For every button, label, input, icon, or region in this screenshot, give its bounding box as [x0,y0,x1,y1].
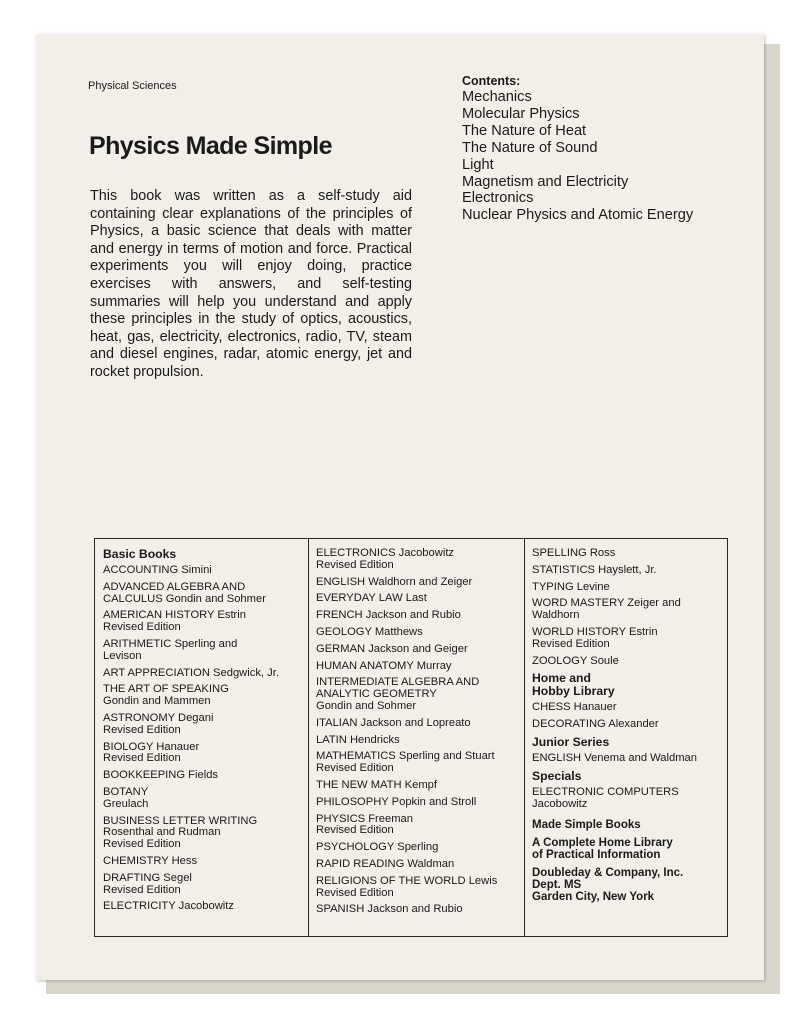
book-entry-line: INTERMEDIATE ALGEBRA AND [316,676,480,689]
publisher-line: Dept. MS [532,879,582,892]
book-entry [103,901,308,913]
book-entry-line: Revised Edition [316,824,394,837]
basic-books-heading: Basic Books [103,547,177,561]
book-entry-line: ACCOUNTING Simini [103,564,212,576]
book-entry [103,816,308,851]
book-entry-line: Revised Edition [316,558,394,571]
book-entry-line: ZOOLOGY Soule [532,654,619,667]
book-entry-line: THE NEW MATH Kempf [316,778,437,791]
book-entry [316,548,526,572]
home-hobby-list [532,702,724,731]
book-entry-line: Gondin and Sohmer [316,699,417,712]
contents-item: Mechanics [462,89,532,105]
book-entry [316,842,526,854]
book-entry-line: Rosenthal and Rudman [103,826,221,839]
book-entry-line: PHILOSOPHY Popkin and Stroll [316,795,477,808]
book-entry-line: GERMAN Jackson and Geiger [316,642,468,655]
book-entry-line: ART APPRECIATION Sedgwick, Jr. [103,666,279,679]
book-entry-line: ELECTRONIC COMPUTERS [532,785,679,798]
contents-item: Nuclear Physics and Atomic Energy [462,207,694,224]
book-entry-line: Waldhorn [532,609,580,622]
book-entry [532,627,724,651]
book-entry [316,751,526,775]
category-label: Physical Sciences [88,80,177,92]
publisher-line: Made Simple Books [532,819,641,832]
book-entry [532,656,724,668]
catalog-column-1 [103,548,308,918]
book-entry [103,770,308,782]
catalog-column-3 [532,548,724,909]
book-entry-line: BOOKKEEPING Fields [103,769,219,782]
book-entry-line: ELECTRONICS Jacobowitz [316,547,455,559]
book-entry [316,780,526,792]
book-entry-line: Revised Edition [316,762,394,775]
book-entry-line: BUSINESS LETTER WRITING [103,814,258,827]
book-entry [103,713,308,737]
book-entry-line: Gondin and Mammen [103,695,211,708]
contents-item: The Nature of Sound [462,139,598,156]
publisher-line-group [532,867,724,903]
book-entry [316,904,526,916]
publisher-line-group [532,819,724,831]
book-entry-line: SPANISH Jackson and Rubio [316,903,463,916]
contents-item: Magnetism and Electricity [462,173,629,190]
book-entry-line: ELECTRICITY Jacobowitz [103,900,234,913]
book-entry [316,661,526,673]
book-entry-line: STATISTICS Hayslett, Jr. [532,563,657,576]
specials-list [532,787,724,811]
book-entry [316,644,526,656]
book-entry [532,787,724,811]
book-entry [316,593,526,605]
book-entry-line: AMERICAN HISTORY Estrin [103,609,246,622]
book-entry-line: Revised Edition [103,621,181,634]
book-entry-line: RELIGIONS OF THE WORLD Lewis [316,874,498,887]
catalog-column-2 [316,548,526,921]
book-entry-line: CHEMISTRY Hess [103,854,198,867]
book-entry-line: Revised Edition [316,886,394,899]
contents-item: Molecular Physics [462,105,580,122]
book-entry-line: Revised Edition [532,637,610,650]
book-entry-line: Greulach [103,797,149,810]
publisher-line-group [532,837,724,861]
book-entry [103,668,308,680]
book-entry-line: PHYSICS Freeman [316,812,413,825]
book-entry-line: ADVANCED ALGEBRA AND [103,580,246,593]
book-entry [103,873,308,897]
book-entry [103,787,308,811]
book-entry [316,876,526,900]
junior-series-heading: Junior Series [532,734,610,749]
contents-item: Electronics [462,190,534,207]
book-entry [532,582,724,594]
book-entry-line: Revised Edition [103,838,181,851]
book-entry-line: Revised Edition [103,752,181,765]
book-entry [316,610,526,622]
publisher-line: Doubleday & Company, Inc. [532,867,684,880]
book-entry-line: ASTRONOMY Degani [103,711,214,724]
book-entry [316,814,526,838]
publisher-line: Garden City, New York [532,891,655,904]
heading-line: Home and [532,671,591,686]
publisher-block [532,819,724,903]
book-entry-line: Jacobowitz [532,797,588,810]
book-description: This book was written as a self-study aid containing clear explanations of the principles of Physics, a basic science that deals with matter and energy in terms of motion and force. Practical experiments you will enjoy doing, practice exercises with answers, and self-testing summaries will help you understand and apply these principles in the study of optics, acoustics, heat, gas, electricity, electronics, radio, TV, steam and diesel engines, radar, atomic energy, jet and rocket propulsion. [90,188,412,380]
book-list [103,565,308,913]
book-entry-line: FRENCH Jackson and Rubio [316,609,461,622]
book-entry: CHESS Hanauer [532,701,617,714]
book-list [532,548,724,667]
book-entry-line: CALCULUS Gondin and Sohmer [103,592,266,605]
book-entry-line: GEOLOGY Matthews [316,625,423,638]
book-entry-line: Revised Edition [103,883,181,896]
book-entry-line: BOTANY [103,785,149,798]
book-entry [103,742,308,766]
contents-heading: Contents: [462,74,521,88]
book-entry [316,718,526,730]
book-entry-line: RAPID READING Waldman [316,857,455,870]
book-entry-line: EVERYDAY LAW Last [316,592,427,605]
book-entry [103,565,308,577]
book-entry-line: WORLD HISTORY Estrin [532,625,658,638]
book-entry: DECORATING Alexander [532,718,659,731]
book-entry [316,577,526,589]
specials-heading: Specials [532,768,582,783]
column-divider [308,539,309,936]
book-list [316,548,526,916]
catalog-box [94,538,728,937]
heading-line: Hobby Library [532,684,615,699]
contents-item: Light [462,156,494,173]
book-entry [532,598,724,622]
book-entry-line: WORD MASTERY Zeiger and [532,597,681,610]
book-entry-line: BIOLOGY Hanauer [103,740,200,753]
contents-item: The Nature of Heat [462,122,587,139]
contents-list [462,74,693,224]
book-entry [103,684,308,708]
publisher-line: of Practical Information [532,849,661,862]
book-entry [103,856,308,868]
book-entry [103,610,308,634]
book-entry: ENGLISH Venema and Waldman [532,751,697,764]
contents-items [462,89,693,224]
book-entry [532,565,724,577]
book-entry [316,627,526,639]
book-entry-line: HUMAN ANATOMY Murray [316,659,452,672]
book-entry-line: Revised Edition [103,723,181,736]
book-entry-line: THE ART OF SPEAKING [103,683,229,696]
book-title: Physics Made Simple [89,132,332,160]
book-entry [316,735,526,747]
book-entry-line: DRAFTING Segel [103,871,192,884]
book-entry-line: ITALIAN Jackson and Lopreato [316,716,471,729]
book-entry [316,677,526,712]
book-entry [103,582,308,606]
publisher-line: A Complete Home Library [532,837,673,850]
book-entry-line: ANALYTIC GEOMETRY [316,688,437,701]
book-entry [103,639,308,663]
book-entry-line: TYPING Levine [532,580,610,593]
book-entry-line: SPELLING Ross [532,547,616,559]
junior-series-list [532,753,724,765]
book-entry-line: ARITHMETIC Sperling and [103,637,238,650]
book-entry-line: ENGLISH Waldhorn and Zeiger [316,575,473,588]
book-entry [316,859,526,871]
book-entry [532,548,724,560]
book-entry-line: LATIN Hendricks [316,733,400,746]
book-entry [316,797,526,809]
book-entry-line: MATHEMATICS Sperling and Stuart [316,750,495,763]
home-hobby-heading [532,672,724,698]
book-entry-line: PSYCHOLOGY Sperling [316,841,439,854]
book-entry-line: Levison [103,649,142,662]
